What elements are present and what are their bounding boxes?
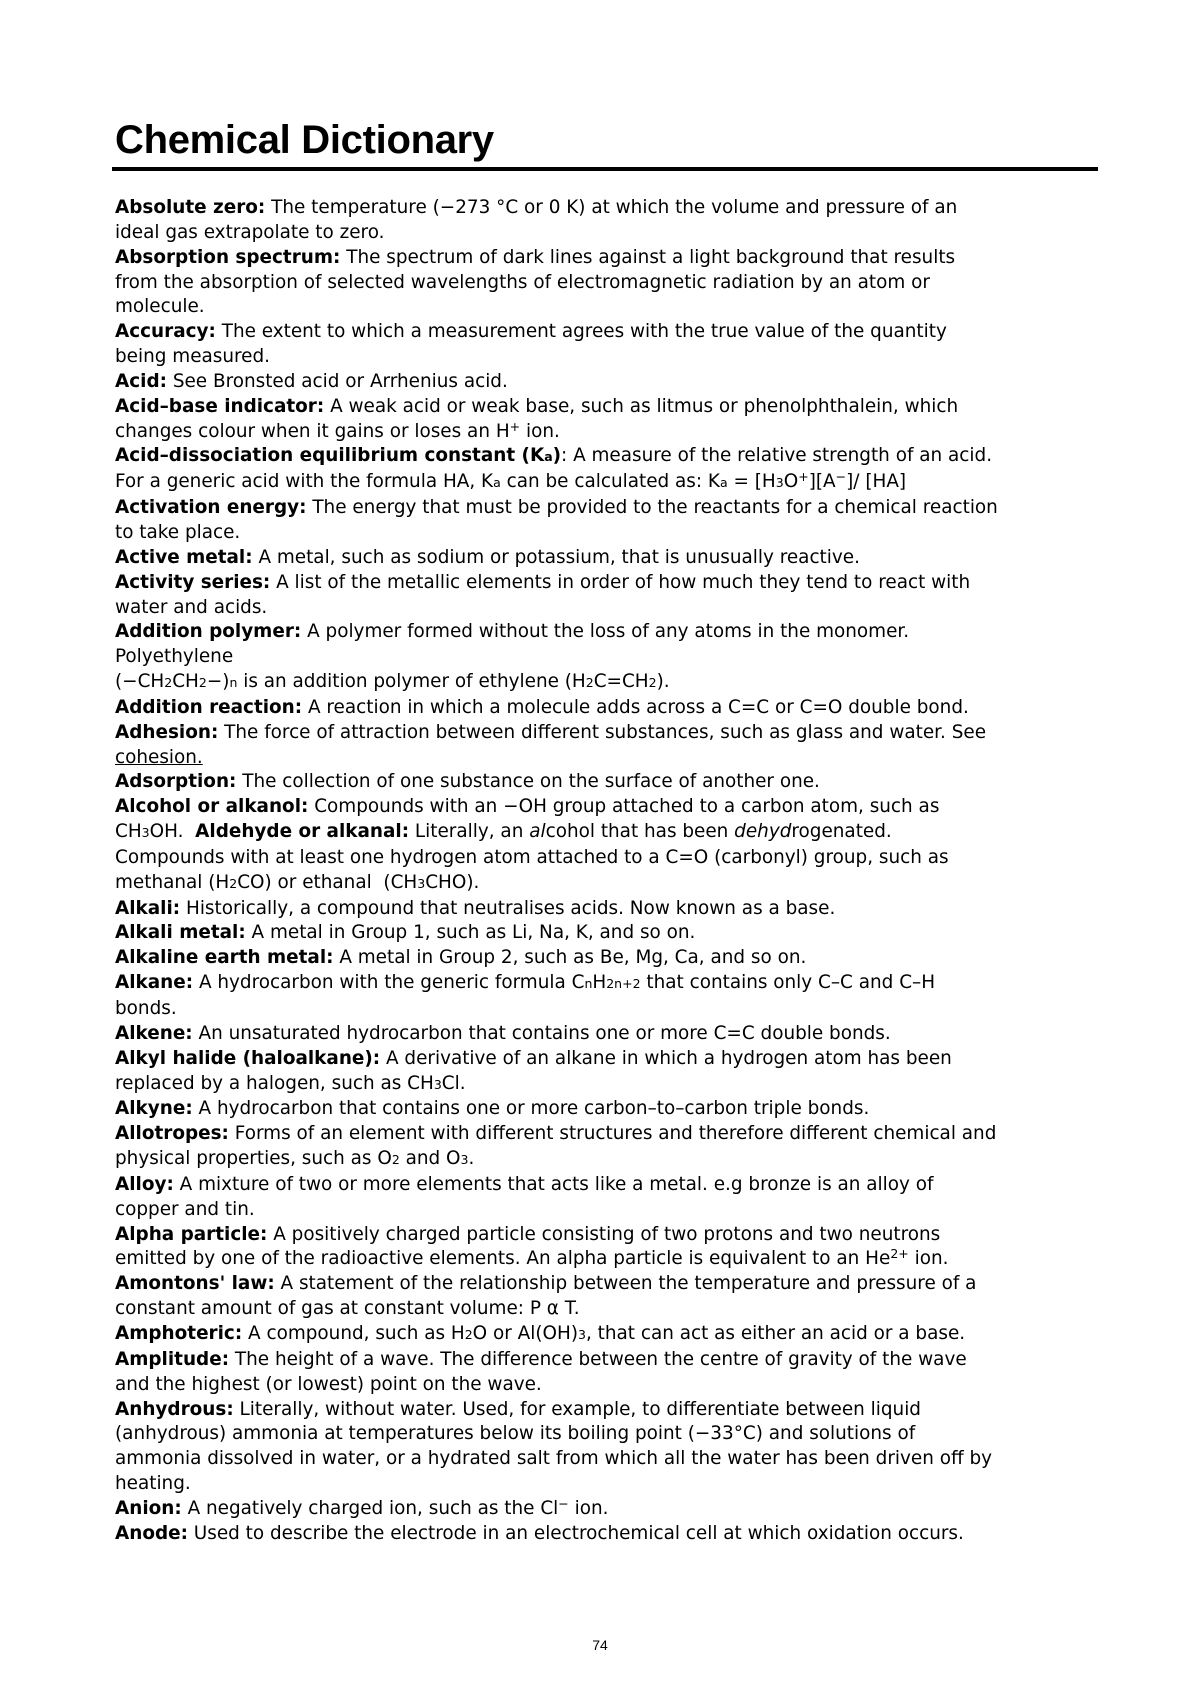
- entry-term: Amphoteric:: [115, 1322, 243, 1344]
- entry-addition-reaction: [115, 696, 1100, 721]
- entry-term: Active metal:: [115, 546, 253, 568]
- entry-adsorption: [115, 770, 1100, 795]
- entry-term: Alkali:: [115, 897, 181, 919]
- superscript: +: [798, 469, 809, 485]
- entry-definition: Used to describe the electrode in an electrochemical cell at which oxidation occurs.: [187, 1522, 964, 1544]
- entry-definition: constant amount of gas at constant volume: P α T.: [115, 1298, 580, 1320]
- dictionary-entries: [115, 196, 1100, 1547]
- entry-definition: heating.: [115, 1473, 191, 1495]
- entry-acid: [115, 370, 1100, 395]
- text: ion.: [568, 1497, 609, 1519]
- entry-anhydrous: [115, 1398, 1100, 1497]
- text: .: [468, 1148, 475, 1170]
- entry-term: Absorption spectrum:: [115, 246, 341, 268]
- formula-line: [115, 670, 1100, 696]
- text: −): [206, 671, 230, 693]
- subscript: 3: [578, 1326, 586, 1342]
- text: that contains only C–C and C–H: [640, 972, 936, 994]
- entry-amontons-law: [115, 1272, 1100, 1322]
- entry-definition: A list of the metallic elements in order of how much they tend to react with: [270, 571, 971, 593]
- entry-definition: from the absorption of selected wavelengths of electromagnetic radiation by an atom or: [115, 271, 930, 293]
- entry-term: [115, 445, 561, 466]
- entry-anode: [115, 1522, 1100, 1547]
- term-text: Acid–dissociation equilibrium constant (K: [115, 445, 545, 467]
- text: replaced by a halogen, such as CH: [115, 1072, 434, 1094]
- text: CHO).: [425, 871, 480, 893]
- entry-definition: Historically, a compound that neutralises acids. Now known as a base.: [180, 897, 836, 919]
- entry-term: Activation energy:: [115, 497, 307, 519]
- entry-term: Alloy:: [115, 1173, 174, 1195]
- entry-alkali-metal: [115, 921, 1100, 946]
- subscript: a: [719, 475, 728, 491]
- entry-term: Alkyne:: [115, 1098, 193, 1120]
- text: ][A: [808, 471, 836, 493]
- entry-term: Alkene:: [115, 1022, 193, 1044]
- entry-term: Adsorption:: [115, 771, 237, 793]
- text: Cl.: [441, 1072, 466, 1094]
- entry-definition: A reaction in which a molecule adds across a C=C or C=O double bond.: [302, 696, 969, 718]
- entry-term: Alkaline earth metal:: [115, 947, 334, 969]
- text: = [H: [727, 471, 776, 493]
- subscript: a: [493, 475, 501, 491]
- entry-term: Anode:: [115, 1522, 188, 1544]
- subscript: a: [544, 449, 553, 465]
- entry-definition: A weak acid or weak base, such as litmus or phenolphthalein, which: [324, 395, 959, 417]
- superscript: 2+: [890, 1246, 909, 1262]
- entry-alkali: [115, 897, 1100, 922]
- entry-definition: ion.: [520, 420, 560, 442]
- entry-term: Acid–base indicator:: [115, 395, 325, 417]
- entry-alkyl-halide: [115, 1047, 1100, 1098]
- entry-definition: The extent to which a measurement agrees with the true value of the quantity: [215, 321, 947, 343]
- entry-term: Aldehyde or alkanal:: [195, 821, 410, 843]
- text: A negatively charged ion, such as the Cl: [181, 1497, 559, 1519]
- entry-definition: being measured.: [115, 346, 271, 368]
- text: ion.: [908, 1248, 949, 1270]
- formula-line: [115, 470, 1100, 496]
- entry-term: Anion:: [115, 1497, 182, 1519]
- subscript: 2: [648, 675, 657, 691]
- text: ]/ [HA]: [846, 471, 907, 493]
- entry-alloy: [115, 1173, 1100, 1223]
- text: CH: [172, 671, 199, 693]
- text: A compound, such as H: [242, 1322, 465, 1344]
- subscript: 3: [460, 1152, 469, 1168]
- entry-definition: to take place.: [115, 521, 241, 543]
- entry-term: Anhydrous:: [115, 1398, 234, 1420]
- entry-definition: and the highest (or lowest) point on the wave.: [115, 1373, 542, 1395]
- page-title: Chemical Dictionary: [115, 118, 494, 162]
- page-number: 74: [592, 1637, 608, 1653]
- entry-definition: See Bronsted acid or Arrhenius acid.: [166, 370, 508, 392]
- text: H: [592, 972, 607, 994]
- subscript: n: [229, 675, 238, 691]
- entry-definition: Polyethylene: [115, 646, 234, 668]
- entry-absolute-zero: [115, 196, 1100, 246]
- entry-alkane: [115, 971, 1100, 1022]
- subscript: 3: [433, 1076, 442, 1092]
- subscript: 2: [229, 875, 238, 891]
- entry-anion: [115, 1497, 1100, 1522]
- entry-term: Absolute zero:: [115, 197, 266, 218]
- entry-definition: changes colour when it gains or loses an H: [115, 420, 510, 442]
- entry-definition: Compounds with an −OH group attached to a carbon atom, such as: [308, 796, 940, 818]
- entry-definition: Literally, without water. Used, for example, to differentiate between liquid: [233, 1398, 921, 1420]
- subscript: 2: [198, 675, 207, 691]
- entry-adhesion: [115, 721, 1100, 771]
- entry-definition: Forms of an element with different structures and therefore different chemical and: [228, 1123, 997, 1145]
- entry-definition: The height of a wave. The difference between the centre of gravity of the wave: [229, 1348, 967, 1370]
- text: A hydrocarbon with the generic formula C: [193, 972, 585, 994]
- text: ).: [656, 671, 670, 693]
- entry-addition-polymer: [115, 620, 1100, 696]
- text: methanal (H: [115, 871, 230, 893]
- entry-term: Alkali metal:: [115, 922, 246, 944]
- subscript: 3: [417, 875, 426, 891]
- entry-term: Activity series:: [115, 571, 271, 593]
- entry-alcohol-aldehyde: [115, 795, 1100, 896]
- entry-allotropes: [115, 1122, 1100, 1173]
- entry-term: Amplitude:: [115, 1348, 230, 1370]
- entry-active-metal: [115, 546, 1100, 571]
- entry-activity-series: [115, 571, 1100, 621]
- text: C=CH: [593, 671, 649, 693]
- entry-definition: A metal in Group 1, such as Li, Na, K, and so on.: [245, 922, 696, 944]
- entry-alkaline-earth-metal: [115, 946, 1100, 971]
- entry-definition: ideal gas extrapolate to zero.: [115, 221, 385, 243]
- entry-alkyne: [115, 1097, 1100, 1122]
- entry-alpha-particle: [115, 1223, 1100, 1273]
- superscript: −: [835, 469, 847, 485]
- entry-definition: : A measure of the relative strength of an acid.: [561, 445, 993, 467]
- entry-term: Adhesion:: [115, 721, 219, 743]
- superscript: −: [558, 1495, 569, 1511]
- entry-amplitude: [115, 1348, 1100, 1398]
- text: O or Al(OH): [472, 1322, 578, 1344]
- subscript: 2: [391, 1152, 400, 1168]
- entry-definition: The force of attraction between different substances, such as glass and water. See: [218, 721, 987, 743]
- entry-term: Addition polymer:: [115, 621, 302, 643]
- entry-activation-energy: [115, 496, 1100, 546]
- entry-acid-dissociation: [115, 444, 1100, 496]
- entry-definition: The temperature (−273 °C or 0 K) at which the volume and pressure of an: [265, 197, 958, 218]
- superscript: +: [509, 418, 521, 434]
- text: O: [783, 471, 799, 493]
- entry-term: Alpha particle:: [115, 1223, 268, 1245]
- entry-alkene: [115, 1022, 1100, 1047]
- text: (−CH: [115, 671, 165, 693]
- entry-term: Accuracy:: [115, 321, 216, 343]
- entry-term: Acid:: [115, 370, 167, 392]
- subscript: 2n+2: [606, 976, 641, 992]
- text: rogenated.: [791, 821, 892, 843]
- italic-text: dehyd: [734, 821, 792, 843]
- italic-text: al: [529, 821, 546, 843]
- entry-term: Alcohol or alkanol:: [115, 796, 309, 818]
- text: emitted by one of the radioactive elements. An alpha particle is equivalent to an He: [115, 1248, 891, 1270]
- subscript: 3: [141, 825, 150, 841]
- term-text: ): [552, 445, 562, 467]
- text: and O: [399, 1148, 461, 1170]
- entry-definition: water and acids.: [115, 596, 268, 618]
- subscript: n: [584, 976, 593, 992]
- entry-term: Addition reaction:: [115, 696, 303, 718]
- subscript: 2: [164, 675, 173, 691]
- text: OH.: [149, 821, 196, 843]
- text: physical properties, such as O: [115, 1148, 392, 1170]
- entry-definition: The spectrum of dark lines against a light background that results: [340, 246, 956, 268]
- entry-definition: bonds.: [115, 998, 177, 1019]
- text: cohol that has been: [545, 821, 735, 843]
- entry-definition: A hydrocarbon that contains one or more carbon–to–carbon triple bonds.: [192, 1098, 870, 1120]
- entry-acid-base-indicator: [115, 395, 1100, 445]
- text: is an addition polymer of ethylene (H: [237, 671, 586, 693]
- subscript: 2: [464, 1326, 473, 1342]
- entry-definition: A metal in Group 2, such as Be, Mg, Ca, and so on.: [333, 947, 807, 969]
- entry-definition: A derivative of an alkane in which a hydrogen atom has been: [380, 1047, 952, 1069]
- subscript: 3: [775, 475, 784, 491]
- entry-amphoteric: [115, 1322, 1100, 1348]
- entry-term: Alkane:: [115, 972, 194, 994]
- entry-definition: ammonia dissolved in water, or a hydrated salt from which all the water has been driven off by: [115, 1448, 993, 1470]
- entry-definition: Compounds with at least one hydrogen atom attached to a C=O (carbonyl) group, such as: [115, 846, 949, 868]
- entry-accuracy: [115, 320, 1100, 370]
- subscript: 2: [585, 675, 594, 691]
- text: CO) or ethanal (CH: [237, 871, 418, 893]
- entry-definition: An unsaturated hydrocarbon that contains one or more C=C double bonds.: [192, 1022, 891, 1044]
- entry-absorption-spectrum: [115, 246, 1100, 321]
- text: For a generic acid with the formula HA, K: [115, 471, 494, 493]
- entry-term: Allotropes:: [115, 1123, 229, 1145]
- entry-definition: A polymer formed without the loss of any atoms in the monomer.: [301, 621, 910, 643]
- text: can be calculated as: K: [500, 471, 720, 493]
- entry-definition: A statement of the relationship between the temperature and pressure of a: [274, 1273, 977, 1295]
- entry-definition: A metal, such as sodium or potassium, that is unusually reactive.: [252, 546, 860, 568]
- text: Literally, an: [409, 821, 530, 843]
- text: , that can act as either an acid or a base.: [585, 1322, 966, 1344]
- entry-definition: copper and tin.: [115, 1198, 255, 1220]
- entry-definition: A positively charged particle consisting of two protons and two neutrons: [267, 1223, 941, 1245]
- title-rule: [112, 167, 1098, 171]
- entry-definition: A mixture of two or more elements that acts like a metal. e.g bronze is an alloy of: [173, 1173, 934, 1195]
- entry-definition: molecule.: [115, 296, 205, 318]
- entry-definition: The collection of one substance on the surface of another one.: [236, 771, 820, 793]
- entry-term: Amontons' law:: [115, 1273, 275, 1295]
- entry-definition: The energy that must be provided to the reactants for a chemical reaction: [306, 497, 998, 519]
- entry-definition: (anhydrous) ammonia at temperatures below its boiling point (−33°C) and solutions of: [115, 1423, 916, 1445]
- cohesion-link[interactable]: cohesion.: [115, 746, 203, 768]
- text: CH: [115, 821, 142, 843]
- entry-term: Alkyl halide (haloalkane):: [115, 1047, 381, 1069]
